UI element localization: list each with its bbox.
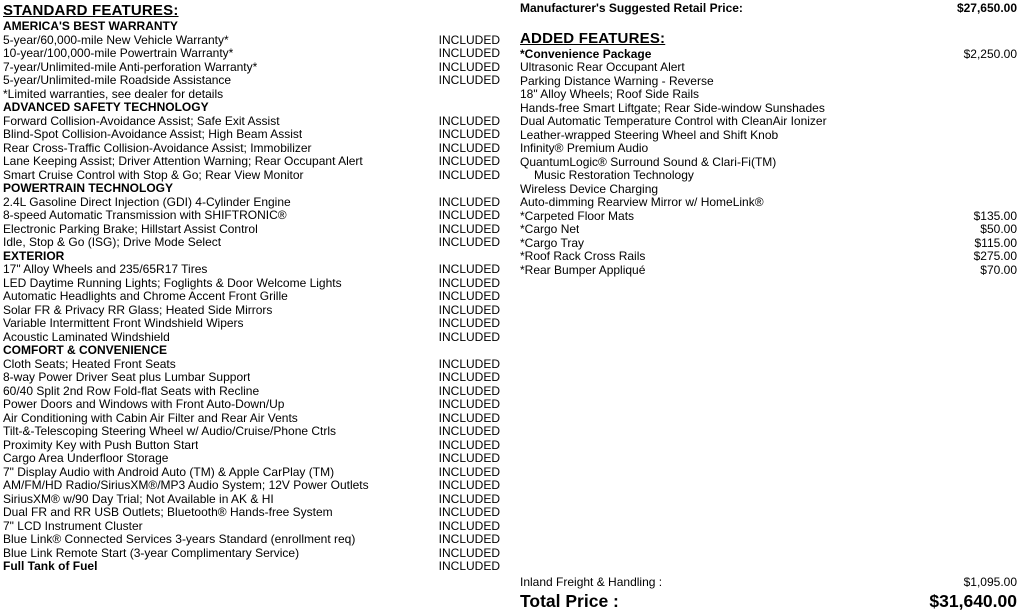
section-header-label: ADVANCED SAFETY TECHNOLOGY — [3, 101, 209, 114]
feature-row — [3, 34, 500, 48]
feature-label: 7-year/Unlimited-mile Anti-perforation Warranty* — [3, 60, 258, 74]
included-value: INCLUDED — [438, 410, 500, 425]
feature-label: Idle, Stop & Go (ISG); Drive Mode Select — [3, 236, 222, 249]
feature-row — [520, 250, 1017, 264]
feature-row — [520, 223, 1017, 237]
feature-label: Acoustic Laminated Windshield — [3, 330, 170, 344]
feature-row — [3, 196, 500, 210]
total-price-row — [520, 590, 1017, 612]
totals-section — [520, 576, 1017, 612]
added-feature-label: *Rear Bumper Appliqué — [520, 263, 646, 277]
feature-label: Power Doors and Windows with Front Auto-Down/Up — [3, 398, 285, 411]
feature-label: 8-speed Automatic Transmission with SHIFTRONIC® — [3, 209, 287, 222]
feature-label: Blind-Spot Collision-Avoidance Assist; High Beam Assist — [3, 128, 303, 141]
feature-label: Tilt-&-Telescoping Steering Wheel w/ Audio/Cruise/Phone Ctrls — [3, 425, 337, 438]
feature-row — [3, 290, 500, 304]
feature-row — [3, 560, 500, 574]
feature-row — [520, 183, 1017, 197]
feature-row — [520, 88, 1017, 102]
included-value: INCLUDED — [438, 532, 500, 546]
freight-label: Inland Freight & Handling : — [520, 576, 663, 589]
feature-label: 7" Display Audio with Android Auto (TM) & Apple CarPlay (TM) — [3, 465, 335, 479]
feature-row — [3, 277, 500, 291]
feature-label: 5-year/Unlimited-mile Roadside Assistance — [3, 74, 232, 87]
added-feature-label: Infinity® Premium Audio — [520, 142, 649, 155]
included-value: INCLUDED — [438, 275, 500, 290]
added-feature-label: 18" Alloy Wheels; Roof Side Rails — [520, 88, 700, 101]
feature-row — [520, 61, 1017, 75]
msrp-value: $27,650.00 — [956, 1, 1017, 15]
included-value: INCLUDED — [438, 545, 500, 560]
feature-label: 10-year/100,000-mile Powertrain Warranty* — [3, 47, 234, 60]
included-value: INCLUDED — [438, 464, 500, 479]
msrp-row — [520, 2, 1017, 16]
feature-row — [520, 156, 1017, 170]
feature-label: LED Daytime Running Lights; Foglights & Door Welcome Lights — [3, 276, 342, 290]
section-header — [3, 101, 500, 115]
feature-label: Cargo Area Underfloor Storage — [3, 452, 169, 465]
included-value: INCLUDED — [438, 154, 500, 168]
feature-label: 17" Alloy Wheels and 235/65R17 Tires — [3, 263, 208, 276]
section-header-label: COMFORT & CONVENIENCE — [3, 344, 168, 357]
feature-row — [3, 398, 500, 412]
feature-row — [3, 439, 500, 453]
feature-row — [520, 129, 1017, 143]
included-value: INCLUDED — [438, 424, 500, 438]
feature-label: Blue Link Remote Start (3-year Complimentary Service) — [3, 546, 300, 560]
feature-row — [520, 237, 1017, 251]
msrp-label: Manufacturer's Suggested Retail Price: — [520, 2, 743, 15]
included-value: INCLUDED — [438, 221, 500, 236]
feature-label: Electronic Parking Brake; Hillstart Assist Control — [3, 222, 258, 236]
feature-row — [3, 74, 500, 88]
freight-value: $1,095.00 — [963, 575, 1017, 589]
included-value: INCLUDED — [438, 32, 500, 47]
added-features-panel — [520, 2, 1017, 277]
feature-label: Automatic Headlights and Chrome Accent Front Grille — [3, 290, 288, 303]
feature-row — [520, 75, 1017, 89]
included-value: INCLUDED — [438, 491, 500, 506]
feature-label: Lane Keeping Assist; Driver Attention Warning; Rear Occupant Alert — [3, 155, 363, 168]
freight-row — [520, 576, 1017, 590]
feature-row — [3, 209, 500, 223]
standard-features-title: STANDARD FEATURES: — [3, 2, 179, 19]
included-value: INCLUDED — [438, 437, 500, 452]
included-value: INCLUDED — [438, 397, 500, 411]
feature-label: Forward Collision-Avoidance Assist; Safe Exit Assist — [3, 114, 280, 128]
feature-row — [3, 479, 500, 493]
added-feature-price: $275.00 — [973, 249, 1017, 263]
feature-label: Blue Link® Connected Services 3-years Standard (enrollment req) — [3, 533, 356, 546]
feature-label: Dual FR and RR USB Outlets; Bluetooth® Hands-free System — [3, 506, 333, 519]
section-header — [3, 250, 500, 264]
standard-features-panel — [3, 2, 500, 574]
feature-row — [3, 533, 500, 547]
added-feature-label: *Carpeted Floor Mats — [520, 209, 635, 223]
feature-row — [3, 425, 500, 439]
feature-label: 7" LCD Instrument Cluster — [3, 519, 143, 533]
feature-row — [520, 210, 1017, 224]
feature-row — [3, 263, 500, 277]
included-value: INCLUDED — [438, 478, 500, 492]
feature-label: Cloth Seats; Heated Front Seats — [3, 357, 176, 371]
feature-row — [3, 155, 500, 169]
added-feature-label: QuantumLogic® Surround Sound & Clari-Fi(TM) — [520, 155, 777, 169]
feature-row — [520, 169, 1017, 183]
feature-row — [3, 142, 500, 156]
feature-label: 60/40 Split 2nd Row Fold-flat Seats with Recline — [3, 384, 260, 398]
added-feature-price: $2,250.00 — [963, 46, 1017, 61]
included-value: INCLUDED — [438, 505, 500, 519]
included-value: INCLUDED — [438, 194, 500, 209]
included-value: INCLUDED — [438, 113, 500, 128]
feature-label: SiriusXM® w/90 Day Trial; Not Available in AK & HI — [3, 492, 274, 506]
section-header — [3, 182, 500, 196]
added-feature-label: *Roof Rack Cross Rails — [520, 250, 646, 263]
section-header — [3, 20, 500, 34]
added-feature-price: $115.00 — [974, 235, 1017, 250]
added-feature-label: Dual Automatic Temperature Control with CleanAir Ionizer — [520, 115, 827, 128]
added-feature-label: Leather-wrapped Steering Wheel and Shift Knob — [520, 128, 779, 142]
added-feature-label: *Convenience Package — [520, 47, 652, 61]
included-value: INCLUDED — [438, 46, 500, 60]
included-value: INCLUDED — [438, 127, 500, 141]
feature-label: 2.4L Gasoline Direct Injection (GDI) 4-Cylinder Engine — [3, 195, 291, 209]
included-value: INCLUDED — [438, 302, 500, 317]
feature-row — [520, 48, 1017, 62]
feature-row — [3, 331, 500, 345]
added-feature-label: Ultrasonic Rear Occupant Alert — [520, 61, 685, 74]
added-feature-label: *Cargo Net — [520, 223, 580, 236]
added-feature-label: Music Restoration Technology — [534, 169, 694, 182]
feature-row — [3, 466, 500, 480]
section-header-label: POWERTRAIN TECHNOLOGY — [3, 182, 173, 195]
feature-row — [520, 196, 1017, 210]
feature-label: Solar FR & Privacy RR Glass; Heated Side Mirrors — [3, 303, 273, 317]
added-features-list — [520, 48, 1017, 278]
added-feature-label: Hands-free Smart Liftgate; Rear Side-window Sunshades — [520, 101, 825, 115]
included-value: INCLUDED — [438, 235, 500, 249]
included-value: INCLUDED — [438, 518, 500, 533]
feature-row — [520, 102, 1017, 116]
feature-row — [3, 520, 500, 534]
feature-row — [3, 547, 500, 561]
total-price-value: $31,640.00 — [929, 590, 1017, 611]
added-feature-label: *Cargo Tray — [520, 236, 585, 250]
included-value: INCLUDED — [438, 140, 500, 155]
included-value: INCLUDED — [438, 208, 500, 222]
feature-row — [3, 236, 500, 250]
added-feature-label: Parking Distance Warning - Reverse — [520, 74, 714, 88]
added-feature-price: $135.00 — [973, 208, 1017, 223]
feature-row — [3, 371, 500, 385]
included-value: INCLUDED — [438, 73, 500, 87]
included-value: INCLUDED — [438, 316, 500, 330]
section-header-label: EXTERIOR — [3, 249, 65, 263]
feature-row — [3, 128, 500, 142]
total-price-label: Total Price : — [520, 590, 619, 611]
included-value: INCLUDED — [438, 329, 500, 344]
feature-row — [3, 358, 500, 372]
added-feature-label: Wireless Device Charging — [520, 182, 659, 196]
feature-label: Smart Cruise Control with Stop & Go; Rear View Monitor — [3, 168, 304, 182]
feature-label: Proximity Key with Push Button Start — [3, 438, 199, 452]
section-header — [3, 344, 500, 358]
feature-row — [3, 412, 500, 426]
included-value: INCLUDED — [438, 167, 500, 182]
feature-row — [3, 47, 500, 61]
included-value: INCLUDED — [438, 451, 500, 465]
included-value: INCLUDED — [438, 59, 500, 74]
added-features-title: ADDED FEATURES: — [520, 29, 666, 47]
feature-row — [3, 88, 500, 102]
included-value: INCLUDED — [438, 383, 500, 398]
included-value: INCLUDED — [438, 289, 500, 303]
feature-row — [3, 506, 500, 520]
feature-row — [3, 385, 500, 399]
feature-row — [3, 115, 500, 129]
included-value: INCLUDED — [438, 370, 500, 384]
feature-row — [520, 142, 1017, 156]
added-feature-label: Auto-dimming Rearview Mirror w/ HomeLink® — [520, 196, 764, 209]
feature-row — [3, 493, 500, 507]
feature-row — [3, 317, 500, 331]
included-value: INCLUDED — [438, 559, 500, 573]
feature-label: *Limited warranties, see dealer for details — [3, 87, 224, 101]
feature-row — [520, 264, 1017, 278]
feature-label: Full Tank of Fuel — [3, 560, 98, 573]
feature-row — [3, 61, 500, 75]
included-value: INCLUDED — [438, 356, 500, 371]
feature-row — [3, 169, 500, 183]
added-feature-price: $50.00 — [980, 222, 1017, 236]
feature-label: Rear Cross-Traffic Collision-Avoidance Assist; Immobilizer — [3, 141, 312, 155]
feature-row — [3, 223, 500, 237]
feature-row — [3, 452, 500, 466]
feature-label: 5-year/60,000-mile New Vehicle Warranty* — [3, 33, 229, 47]
feature-label: 8-way Power Driver Seat plus Lumbar Support — [3, 371, 251, 384]
included-value: INCLUDED — [438, 262, 500, 276]
feature-label: AM/FM/HD Radio/SiriusXM®/MP3 Audio System; 12V Power Outlets — [3, 479, 369, 492]
standard-features-list — [3, 20, 500, 574]
feature-label: Air Conditioning with Cabin Air Filter and Rear Air Vents — [3, 411, 298, 425]
feature-row — [520, 115, 1017, 129]
feature-label: Variable Intermittent Front Windshield Wipers — [3, 317, 244, 330]
section-header-label: AMERICA'S BEST WARRANTY — [3, 20, 178, 33]
feature-row — [3, 304, 500, 318]
added-feature-price: $70.00 — [980, 262, 1017, 277]
